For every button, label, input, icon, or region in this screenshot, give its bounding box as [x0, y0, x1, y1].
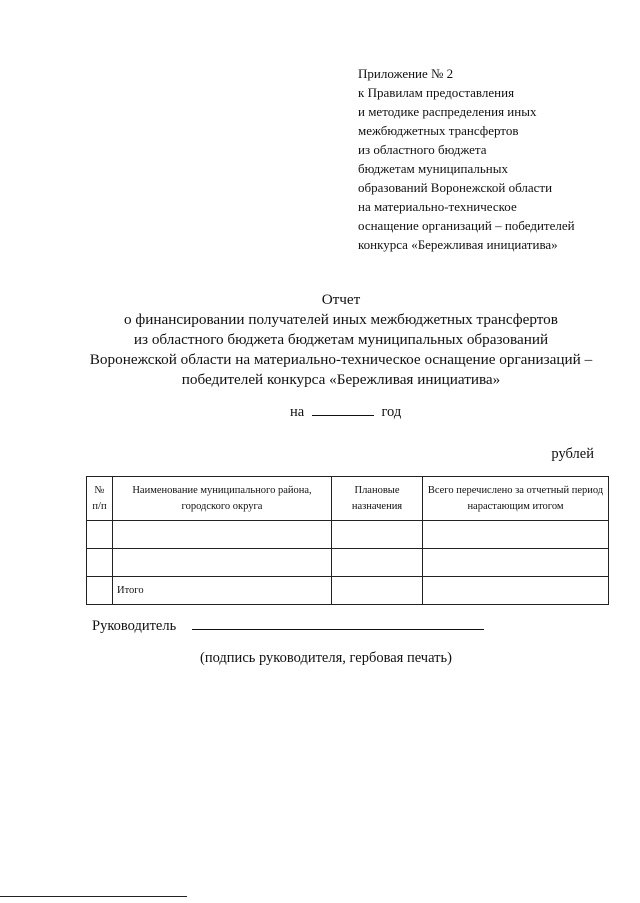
signature-label: Руководитель — [92, 618, 177, 634]
table-header-row — [87, 477, 609, 521]
appendix-line: конкурса «Бережливая инициатива» — [358, 237, 558, 252]
total-label: Итого — [113, 577, 332, 605]
table-cell — [332, 521, 423, 549]
report-subtitle-line: победителей конкурса «Бережливая инициатива» — [181, 371, 501, 388]
period-prefix: на — [290, 404, 305, 420]
table-cell — [113, 521, 332, 549]
report-title — [0, 290, 640, 390]
appendix-line: Приложение № 2 — [358, 66, 454, 81]
signature-line[interactable] — [192, 617, 484, 630]
appendix-line: на материально-техническое — [358, 199, 517, 214]
appendix-line: и методике распределения иных — [358, 104, 537, 119]
table-total-row — [87, 577, 609, 605]
report-table — [86, 476, 609, 605]
table-row — [87, 521, 609, 549]
header-transferred: Всего перечислено за отчетный период нарастающим итогом — [423, 477, 609, 521]
table-row — [87, 549, 609, 577]
year-blank-field[interactable] — [312, 403, 374, 416]
currency-unit: рублей — [551, 446, 594, 462]
table-cell — [87, 577, 113, 605]
table-cell — [423, 521, 609, 549]
footnote-divider — [0, 896, 187, 897]
table-cell — [332, 577, 423, 605]
header-number: № п/п — [87, 477, 113, 521]
table-cell — [87, 549, 113, 577]
report-subtitle-line: о финансировании получателей иных межбюджетных трансфертов — [124, 311, 558, 328]
signature-row — [92, 617, 484, 635]
report-subtitle-line: Воронежской области на материально-техническое оснащение организаций – — [89, 351, 593, 368]
table-cell — [113, 549, 332, 577]
header-municipality: Наименование муниципального района, городского округа — [113, 477, 332, 521]
table-cell — [423, 577, 609, 605]
report-subtitle-line: из областного бюджета бюджетам муниципальных образований — [133, 331, 549, 348]
appendix-line: образований Воронежской области — [358, 180, 553, 195]
table-cell — [332, 549, 423, 577]
appendix-line: к Правилам предоставления — [358, 85, 515, 100]
appendix-line: из областного бюджета — [358, 142, 487, 157]
table-cell — [87, 521, 113, 549]
appendix-line: межбюджетных трансфертов — [358, 123, 519, 138]
period-suffix: год — [381, 404, 402, 420]
header-planned: Плановые назначения — [332, 477, 423, 521]
report-period — [290, 403, 401, 421]
report-heading: Отчет — [321, 291, 361, 308]
appendix-line: бюджетам муниципальных — [358, 161, 508, 176]
appendix-block — [358, 64, 628, 254]
appendix-line: оснащение организаций – победителей — [358, 218, 575, 233]
signature-hint: (подпись руководителя, гербовая печать) — [200, 650, 452, 666]
table-cell — [423, 549, 609, 577]
